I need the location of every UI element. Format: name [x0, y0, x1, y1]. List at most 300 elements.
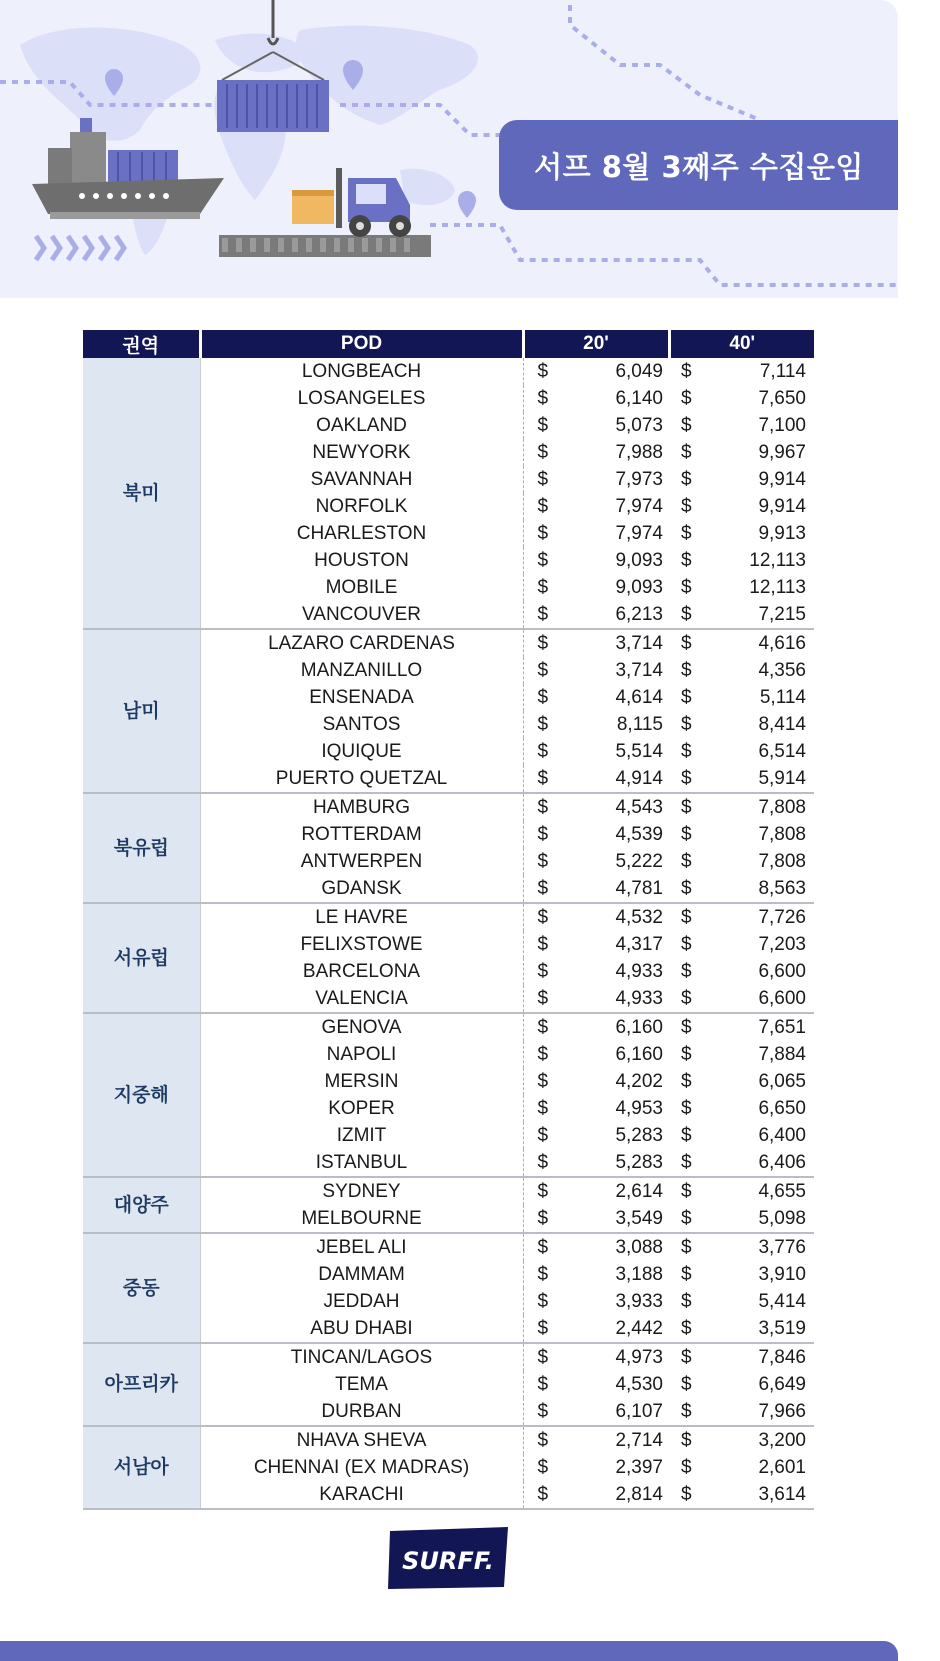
table-header-row: [83, 330, 814, 358]
currency-symbol: $: [537, 577, 549, 598]
rate-20ft-cell: [523, 493, 669, 520]
rate-amount: 9,093: [615, 577, 663, 598]
rate-amount: 4,532: [615, 907, 663, 928]
rate-20ft-cell: [523, 1261, 669, 1288]
table-row: [83, 1013, 814, 1041]
rate-20ft-cell: [523, 657, 669, 684]
currency-symbol: $: [681, 1125, 692, 1146]
currency-symbol: $: [537, 1374, 549, 1395]
region-cell: 북유럽: [83, 793, 200, 903]
currency-symbol: $: [681, 442, 692, 463]
pod-cell: MERSIN: [200, 1068, 523, 1095]
currency-symbol: $: [681, 687, 692, 708]
currency-symbol: $: [537, 1125, 549, 1146]
pod-cell: GENOVA: [200, 1013, 523, 1041]
currency-symbol: $: [681, 1347, 692, 1368]
rate-amount: 2,814: [615, 1484, 663, 1505]
rate-amount: 6,160: [615, 1017, 663, 1038]
pod-cell: SAVANNAH: [200, 466, 523, 493]
rate-amount: 9,967: [758, 442, 806, 463]
rate-40ft-cell: [669, 1398, 814, 1426]
pod-cell: LOSANGELES: [200, 385, 523, 412]
rate-amount: 2,442: [615, 1318, 663, 1339]
currency-symbol: $: [681, 469, 692, 490]
rate-20ft-cell: [523, 601, 669, 629]
rate-20ft-cell: [523, 1068, 669, 1095]
rate-amount: 4,914: [615, 768, 663, 789]
currency-symbol: $: [681, 604, 692, 625]
surff-logo: [386, 1525, 512, 1591]
currency-symbol: $: [681, 388, 692, 409]
region-cell: 남미: [83, 629, 200, 793]
currency-symbol: $: [681, 768, 692, 789]
rate-amount: 7,100: [758, 415, 806, 436]
rate-20ft-cell: [523, 684, 669, 711]
region-cell: 서유럽: [83, 903, 200, 1013]
rate-amount: 5,514: [615, 741, 663, 762]
pod-cell: HAMBURG: [200, 793, 523, 821]
rate-20ft-cell: [523, 1122, 669, 1149]
rate-40ft-cell: [669, 1426, 814, 1454]
rate-20ft-cell: [523, 520, 669, 547]
currency-symbol: $: [537, 878, 549, 899]
currency-symbol: $: [537, 442, 549, 463]
rate-20ft-cell: [523, 412, 669, 439]
rate-20ft-cell: [523, 848, 669, 875]
pod-cell: VANCOUVER: [200, 601, 523, 629]
rate-amount: 7,846: [758, 1347, 806, 1368]
rate-amount: 5,283: [615, 1125, 663, 1146]
rate-amount: 4,933: [615, 961, 663, 982]
rate-amount: 7,808: [758, 851, 806, 872]
currency-symbol: $: [681, 1401, 692, 1422]
currency-symbol: $: [537, 1152, 549, 1173]
currency-symbol: $: [681, 797, 692, 818]
rate-amount: 6,514: [758, 741, 806, 762]
currency-symbol: $: [537, 1318, 549, 1339]
rate-20ft-cell: [523, 711, 669, 738]
rate-40ft-cell: [669, 358, 814, 385]
currency-symbol: $: [537, 768, 549, 789]
rate-40ft-cell: [669, 985, 814, 1013]
currency-symbol: $: [681, 1071, 692, 1092]
rate-40ft-cell: [669, 765, 814, 793]
pod-cell: CHARLESTON: [200, 520, 523, 547]
pod-cell: NAPOLI: [200, 1041, 523, 1068]
pod-cell: MELBOURNE: [200, 1205, 523, 1233]
currency-symbol: $: [681, 1264, 692, 1285]
currency-symbol: $: [537, 469, 549, 490]
table-row: [83, 1343, 814, 1371]
rate-40ft-cell: [669, 1149, 814, 1177]
rate-40ft-cell: [669, 903, 814, 931]
rate-20ft-cell: [523, 574, 669, 601]
rate-40ft-cell: [669, 1371, 814, 1398]
rate-amount: 7,974: [615, 523, 663, 544]
table-row: [83, 1233, 814, 1261]
rate-amount: 6,650: [758, 1098, 806, 1119]
pod-cell: BARCELONA: [200, 958, 523, 985]
rate-amount: 3,714: [615, 660, 663, 681]
currency-symbol: $: [681, 1208, 692, 1229]
rate-amount: 4,973: [615, 1347, 663, 1368]
rate-20ft-cell: [523, 903, 669, 931]
currency-symbol: $: [681, 1430, 692, 1451]
region-cell: 아프리카: [83, 1343, 200, 1426]
currency-symbol: $: [537, 851, 549, 872]
pod-cell: HOUSTON: [200, 547, 523, 574]
rate-amount: 5,114: [759, 687, 806, 708]
rate-20ft-cell: [523, 1454, 669, 1481]
rate-20ft-cell: [523, 821, 669, 848]
currency-symbol: $: [681, 1044, 692, 1065]
rate-40ft-cell: [669, 520, 814, 547]
rate-20ft-cell: [523, 793, 669, 821]
rate-20ft-cell: [523, 358, 669, 385]
rate-amount: 5,073: [615, 415, 663, 436]
rate-amount: 7,203: [758, 934, 806, 955]
rate-40ft-cell: [669, 1013, 814, 1041]
currency-symbol: $: [537, 388, 549, 409]
currency-symbol: $: [681, 1098, 692, 1119]
rate-20ft-cell: [523, 629, 669, 657]
rate-amount: 6,213: [615, 604, 663, 625]
rate-20ft-cell: [523, 1371, 669, 1398]
rate-20ft-cell: [523, 985, 669, 1013]
currency-symbol: $: [537, 1401, 549, 1422]
rate-amount: 4,356: [758, 660, 806, 681]
currency-symbol: $: [681, 660, 692, 681]
currency-symbol: $: [681, 577, 692, 598]
pod-cell: MANZANILLO: [200, 657, 523, 684]
rate-40ft-cell: [669, 601, 814, 629]
rate-20ft-cell: [523, 1149, 669, 1177]
rate-20ft-cell: [523, 466, 669, 493]
pod-cell: ENSENADA: [200, 684, 523, 711]
currency-symbol: $: [537, 961, 549, 982]
pod-cell: MOBILE: [200, 574, 523, 601]
currency-symbol: $: [537, 604, 549, 625]
rate-amount: 4,317: [615, 934, 663, 955]
rate-amount: 3,614: [758, 1484, 806, 1505]
rate-amount: 2,397: [615, 1457, 663, 1478]
rate-amount: 8,563: [758, 878, 806, 899]
currency-symbol: $: [537, 797, 549, 818]
column-header-40ft: 40': [669, 330, 814, 358]
pod-cell: DURBAN: [200, 1398, 523, 1426]
currency-symbol: $: [537, 1430, 549, 1451]
rate-40ft-cell: [669, 738, 814, 765]
rate-amount: 6,406: [758, 1152, 806, 1173]
rate-40ft-cell: [669, 629, 814, 657]
rate-amount: 7,215: [758, 604, 806, 625]
currency-symbol: $: [681, 1181, 692, 1202]
pod-cell: ROTTERDAM: [200, 821, 523, 848]
rate-40ft-cell: [669, 1481, 814, 1509]
rate-amount: 2,614: [615, 1181, 663, 1202]
currency-symbol: $: [537, 550, 549, 571]
rate-amount: 12,113: [749, 550, 806, 571]
currency-symbol: $: [681, 361, 692, 382]
ship-icon: [32, 118, 224, 260]
rate-40ft-cell: [669, 711, 814, 738]
rate-20ft-cell: [523, 1481, 669, 1509]
currency-symbol: $: [681, 1237, 692, 1258]
rate-40ft-cell: [669, 439, 814, 466]
column-header-20ft: 20': [523, 330, 669, 358]
rate-amount: 7,650: [758, 388, 806, 409]
pod-cell: OAKLAND: [200, 412, 523, 439]
rate-amount: 3,714: [615, 633, 663, 654]
rate-amount: 6,600: [758, 988, 806, 1009]
currency-symbol: $: [681, 1374, 692, 1395]
pod-cell: JEBEL ALI: [200, 1233, 523, 1261]
table-row: [83, 629, 814, 657]
rate-20ft-cell: [523, 875, 669, 903]
pod-cell: LE HAVRE: [200, 903, 523, 931]
pod-cell: GDANSK: [200, 875, 523, 903]
rate-amount: 5,914: [758, 768, 806, 789]
rate-amount: 6,600: [758, 961, 806, 982]
currency-symbol: $: [537, 687, 549, 708]
currency-symbol: $: [537, 934, 549, 955]
pod-cell: TEMA: [200, 1371, 523, 1398]
rate-amount: 7,114: [759, 361, 806, 382]
rate-amount: 4,202: [615, 1071, 663, 1092]
rate-20ft-cell: [523, 1315, 669, 1343]
table-row: [83, 358, 814, 385]
currency-symbol: $: [681, 1318, 692, 1339]
rate-amount: 3,200: [758, 1430, 806, 1451]
rate-20ft-cell: [523, 1288, 669, 1315]
rate-40ft-cell: [669, 1068, 814, 1095]
rate-amount: 3,910: [758, 1264, 806, 1285]
region-cell: 북미: [83, 358, 200, 629]
rate-amount: 7,974: [615, 496, 663, 517]
rate-40ft-cell: [669, 1261, 814, 1288]
currency-symbol: $: [681, 878, 692, 899]
currency-symbol: $: [681, 714, 692, 735]
rate-40ft-cell: [669, 1177, 814, 1205]
region-cell: 대양주: [83, 1177, 200, 1233]
rate-amount: 6,140: [615, 388, 663, 409]
currency-symbol: $: [681, 988, 692, 1009]
currency-symbol: $: [681, 1017, 692, 1038]
currency-symbol: $: [681, 415, 692, 436]
currency-symbol: $: [537, 496, 549, 517]
currency-symbol: $: [681, 961, 692, 982]
rate-20ft-cell: [523, 1177, 669, 1205]
currency-symbol: $: [681, 741, 692, 762]
currency-symbol: $: [681, 550, 692, 571]
currency-symbol: $: [681, 496, 692, 517]
rate-amount: 3,549: [615, 1208, 663, 1229]
rate-amount: 4,539: [615, 824, 663, 845]
rate-20ft-cell: [523, 931, 669, 958]
currency-symbol: $: [537, 1208, 549, 1229]
rate-40ft-cell: [669, 1041, 814, 1068]
currency-symbol: $: [681, 1484, 692, 1505]
rate-20ft-cell: [523, 385, 669, 412]
rate-amount: 5,098: [758, 1208, 806, 1229]
pod-cell: IZMIT: [200, 1122, 523, 1149]
rate-40ft-cell: [669, 1315, 814, 1343]
rate-amount: 4,655: [758, 1181, 806, 1202]
rate-amount: 5,414: [758, 1291, 806, 1312]
rate-amount: 9,093: [615, 550, 663, 571]
rate-amount: 6,160: [615, 1044, 663, 1065]
rate-40ft-cell: [669, 1288, 814, 1315]
pod-cell: ISTANBUL: [200, 1149, 523, 1177]
currency-symbol: $: [537, 1347, 549, 1368]
rate-40ft-cell: [669, 657, 814, 684]
currency-symbol: $: [537, 824, 549, 845]
rate-20ft-cell: [523, 1095, 669, 1122]
currency-symbol: $: [537, 523, 549, 544]
currency-symbol: $: [537, 1181, 549, 1202]
rate-20ft-cell: [523, 765, 669, 793]
rate-40ft-cell: [669, 466, 814, 493]
currency-symbol: $: [537, 1098, 549, 1119]
currency-symbol: $: [537, 1457, 549, 1478]
rate-20ft-cell: [523, 1041, 669, 1068]
rate-20ft-cell: [523, 958, 669, 985]
currency-symbol: $: [537, 1071, 549, 1092]
pod-cell: FELIXSTOWE: [200, 931, 523, 958]
rate-amount: 6,049: [615, 361, 663, 382]
currency-symbol: $: [537, 1291, 549, 1312]
currency-symbol: $: [537, 361, 549, 382]
rate-40ft-cell: [669, 1122, 814, 1149]
currency-symbol: $: [537, 907, 549, 928]
column-header-pod: POD: [200, 330, 523, 358]
rate-amount: 5,283: [615, 1152, 663, 1173]
pod-cell: VALENCIA: [200, 985, 523, 1013]
page-title: 서프 8월 3째주 수집운임: [499, 120, 898, 210]
column-header-region: 권역: [83, 330, 200, 358]
table-row: [83, 793, 814, 821]
rate-20ft-cell: [523, 1343, 669, 1371]
freight-rate-table: [83, 330, 814, 1510]
footer-bar: [0, 1641, 898, 1661]
pod-cell: NHAVA SHEVA: [200, 1426, 523, 1454]
currency-symbol: $: [681, 907, 692, 928]
rate-amount: 2,714: [615, 1430, 663, 1451]
pod-cell: NORFOLK: [200, 493, 523, 520]
rate-amount: 4,530: [615, 1374, 663, 1395]
rate-amount: 3,519: [758, 1318, 806, 1339]
rate-20ft-cell: [523, 1426, 669, 1454]
rate-amount: 3,776: [758, 1237, 806, 1258]
rate-amount: 6,065: [758, 1071, 806, 1092]
currency-symbol: $: [537, 415, 549, 436]
rate-40ft-cell: [669, 1095, 814, 1122]
rate-40ft-cell: [669, 793, 814, 821]
pod-cell: KOPER: [200, 1095, 523, 1122]
rate-40ft-cell: [669, 1205, 814, 1233]
rate-amount: 9,913: [758, 523, 806, 544]
rate-amount: 9,914: [758, 496, 806, 517]
rate-amount: 7,988: [615, 442, 663, 463]
pod-cell: IQUIQUE: [200, 738, 523, 765]
currency-symbol: $: [681, 1457, 692, 1478]
pod-cell: LONGBEACH: [200, 358, 523, 385]
rate-40ft-cell: [669, 1454, 814, 1481]
rate-amount: 7,973: [615, 469, 663, 490]
rate-amount: 4,614: [615, 687, 663, 708]
rate-amount: 4,781: [615, 878, 663, 899]
currency-symbol: $: [681, 824, 692, 845]
pod-cell: ANTWERPEN: [200, 848, 523, 875]
rate-amount: 8,414: [758, 714, 806, 735]
rate-40ft-cell: [669, 412, 814, 439]
rate-40ft-cell: [669, 958, 814, 985]
rate-amount: 7,651: [758, 1017, 806, 1038]
currency-symbol: $: [537, 1017, 549, 1038]
pod-cell: SYDNEY: [200, 1177, 523, 1205]
rate-amount: 9,914: [758, 469, 806, 490]
rate-40ft-cell: [669, 1233, 814, 1261]
table-body: [83, 358, 814, 1509]
pod-cell: LAZARO CARDENAS: [200, 629, 523, 657]
currency-symbol: $: [681, 523, 692, 544]
pod-cell: KARACHI: [200, 1481, 523, 1509]
rate-20ft-cell: [523, 439, 669, 466]
region-cell: 지중해: [83, 1013, 200, 1177]
rate-amount: 7,884: [758, 1044, 806, 1065]
table-row: [83, 1426, 814, 1454]
rate-40ft-cell: [669, 821, 814, 848]
rate-amount: 4,953: [615, 1098, 663, 1119]
pod-cell: ABU DHABI: [200, 1315, 523, 1343]
rate-amount: 6,107: [615, 1401, 663, 1422]
currency-symbol: $: [537, 1484, 549, 1505]
rate-amount: 7,966: [758, 1401, 806, 1422]
table-row: [83, 1177, 814, 1205]
rate-40ft-cell: [669, 1343, 814, 1371]
table-row: [83, 903, 814, 931]
rate-40ft-cell: [669, 875, 814, 903]
currency-symbol: $: [537, 1044, 549, 1065]
rate-amount: 8,115: [616, 714, 663, 735]
currency-symbol: $: [537, 1237, 549, 1258]
currency-symbol: $: [537, 660, 549, 681]
pod-cell: DAMMAM: [200, 1261, 523, 1288]
rate-20ft-cell: [523, 1233, 669, 1261]
rate-amount: 4,543: [615, 797, 663, 818]
rate-amount: 12,113: [749, 577, 806, 598]
rate-40ft-cell: [669, 848, 814, 875]
region-cell: 중동: [83, 1233, 200, 1343]
rate-amount: 4,933: [615, 988, 663, 1009]
rate-amount: 7,726: [758, 907, 806, 928]
currency-symbol: $: [537, 714, 549, 735]
rate-20ft-cell: [523, 738, 669, 765]
region-cell: 서남아: [83, 1426, 200, 1509]
rate-amount: 7,808: [758, 824, 806, 845]
currency-symbol: $: [681, 934, 692, 955]
rate-amount: 3,933: [615, 1291, 663, 1312]
currency-symbol: $: [537, 1264, 549, 1285]
currency-symbol: $: [681, 851, 692, 872]
rate-40ft-cell: [669, 684, 814, 711]
header-banner: [0, 0, 898, 298]
currency-symbol: $: [681, 1152, 692, 1173]
rate-20ft-cell: [523, 1398, 669, 1426]
rate-amount: 3,188: [615, 1264, 663, 1285]
rate-amount: 7,808: [758, 797, 806, 818]
rate-amount: 3,088: [615, 1237, 663, 1258]
